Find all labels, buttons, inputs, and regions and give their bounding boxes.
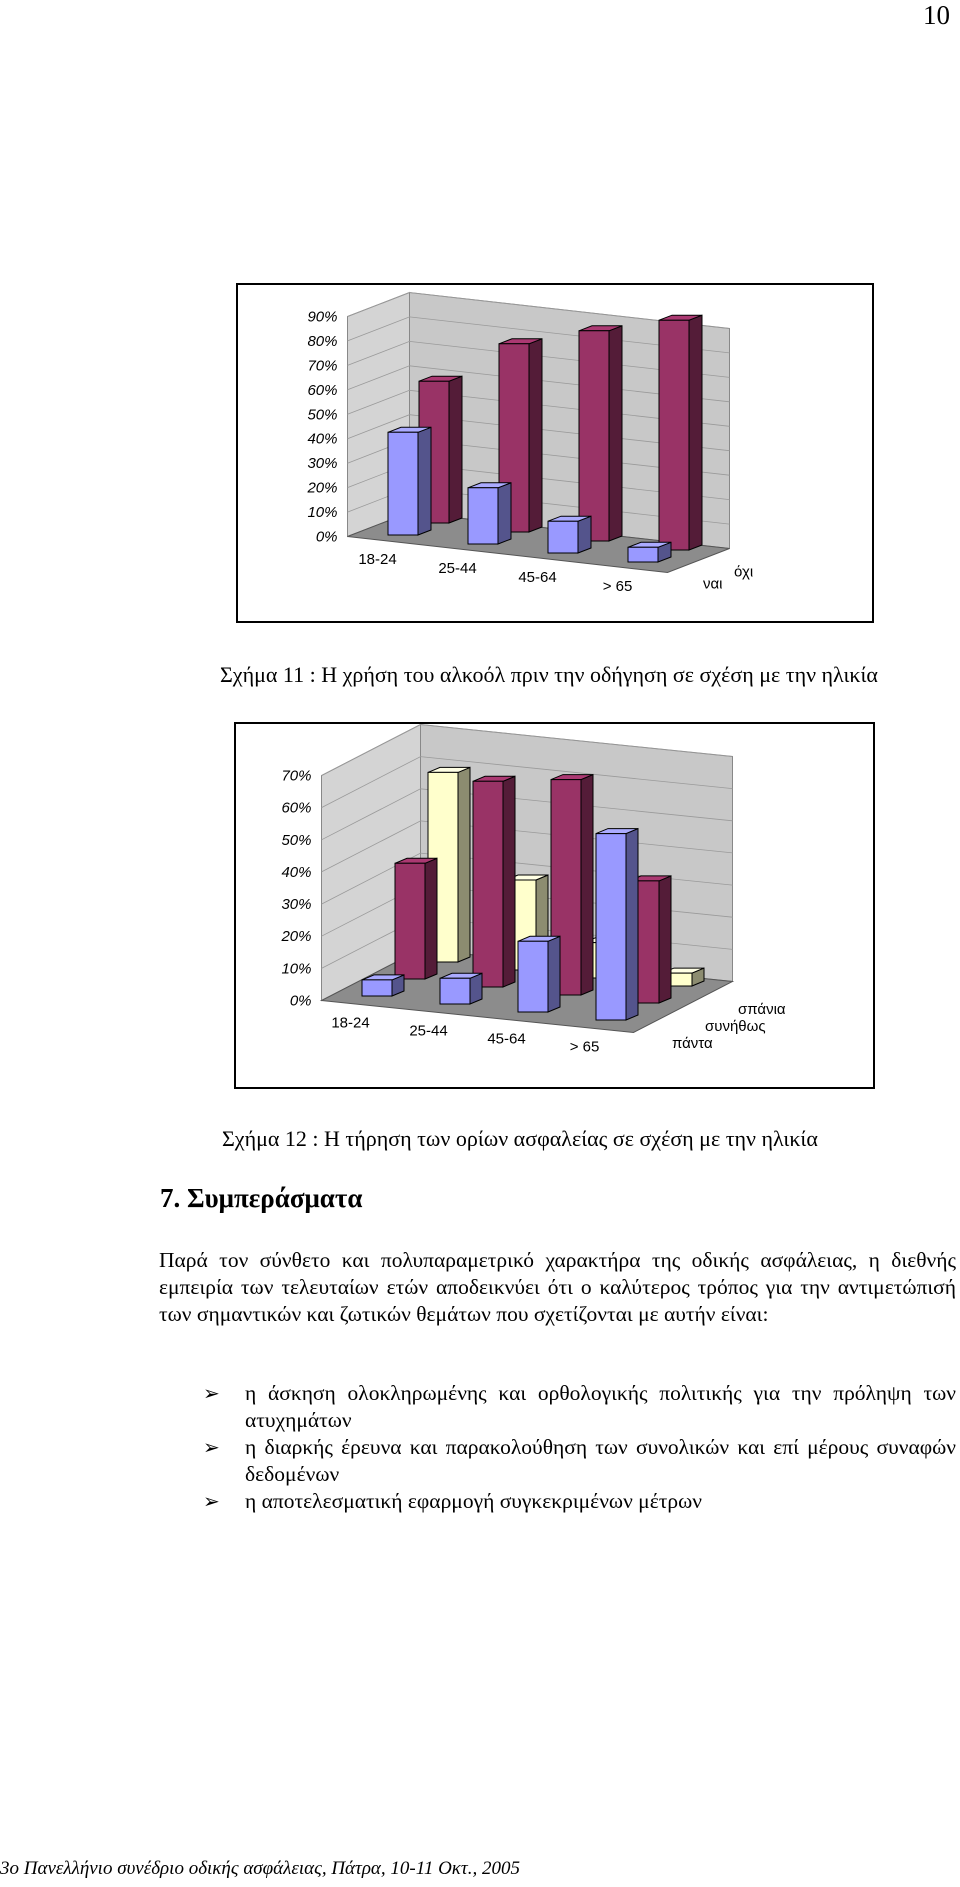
- bar-front: [548, 521, 578, 553]
- bar-side: [659, 876, 671, 1003]
- chart-safety-limits-age: [234, 722, 875, 1089]
- list-item: [159, 1380, 956, 1434]
- bar-back: [579, 326, 622, 541]
- bar-side: [418, 427, 431, 535]
- page-number: 10: [923, 0, 950, 30]
- bar-side: [609, 326, 622, 541]
- bar-side: [578, 516, 591, 553]
- y-tick-label: 70%: [307, 357, 338, 375]
- y-tick-label: 70%: [281, 767, 312, 785]
- list-item-text: η διαρκής έρευνα και παρακολούθηση των συνολικών και επί μέρους συναφών δεδομένων: [245, 1435, 956, 1486]
- bar-side: [449, 376, 462, 523]
- bar-back: [473, 776, 515, 987]
- y-tick-label: 50%: [307, 406, 338, 424]
- bar-front: [468, 488, 498, 544]
- list-item-text: η άσκηση ολοκληρωμένης και ορθολογικής πολιτικής για την πρόληψη των ατυχημάτων: [245, 1381, 956, 1432]
- series-label: ναι: [703, 575, 723, 593]
- chart-alcohol-age: [236, 283, 874, 623]
- footer: 3ο Πανελλήνιο συνέδριο οδικής ασφάλειας, Πάτρα, 10-11 Οκτ., 2005: [0, 1858, 520, 1879]
- bar-front: [596, 834, 626, 1020]
- chart-safety-limits-age-svg: [236, 724, 873, 1087]
- list-item: [159, 1488, 956, 1515]
- bar-side: [503, 776, 515, 987]
- bar-front: [659, 320, 689, 550]
- bar-front: [548, 516, 591, 553]
- y-tick-label: 10%: [281, 960, 312, 978]
- bar-back: [395, 858, 437, 979]
- bar-front: [362, 980, 392, 996]
- bar-side: [548, 936, 560, 1012]
- x-tick-label: > 65: [602, 578, 633, 595]
- bar-front: [596, 829, 638, 1020]
- figure-11-caption: Σχήμα 11 : Η χρήση του αλκοόλ πριν την οδήγηση σε σχέση με την ηλικία: [220, 662, 878, 687]
- y-tick-label: 20%: [307, 479, 338, 497]
- bar-front: [579, 331, 609, 541]
- conclusions-list: [159, 1380, 956, 1515]
- y-tick-label: 0%: [315, 528, 338, 546]
- y-tick-label: 90%: [307, 308, 338, 326]
- series-label: πάντα: [672, 1035, 713, 1052]
- y-tick-label: 10%: [307, 504, 338, 522]
- list-item-text: η αποτελεσματική εφαρμογή συγκεκριμένων μέτρων: [245, 1489, 702, 1513]
- bar-front: [395, 863, 425, 979]
- y-tick-label: 60%: [281, 799, 312, 817]
- series-label: όχι: [734, 563, 754, 581]
- x-tick-label: > 65: [569, 1038, 600, 1056]
- bar-front: [440, 973, 482, 1004]
- bar-side: [626, 829, 638, 1020]
- bar-side: [425, 858, 437, 979]
- y-tick-label: 30%: [307, 455, 338, 473]
- bar-front: [628, 547, 658, 562]
- section-heading: 7. Συμπεράσματα: [160, 1183, 363, 1213]
- chart-alcohol-age-svg: [238, 285, 872, 621]
- bar-side: [458, 767, 470, 962]
- bar-side: [529, 339, 542, 532]
- y-tick-label: 80%: [307, 332, 338, 350]
- conclusions-paragraph: Παρά τον σύνθετο και πολυπαραμετρικό χαρακτήρα της οδικής ασφάλειας, η διεθνής εμπειρία των τελευταίων ετών αποδεικνύει ότι ο καλύτερος τρόπος για την αντιμετώπισή των σημαντικών και ζωτικών θεμάτων που σχετίζονται με αυτήν είναι:: [159, 1248, 956, 1326]
- bar-front: [388, 432, 418, 535]
- bar-front: [440, 978, 470, 1004]
- bar-side: [498, 483, 511, 544]
- y-tick-label: 20%: [281, 928, 312, 946]
- x-tick-label: 45-64: [518, 569, 557, 586]
- x-tick-label: 25-44: [438, 560, 477, 577]
- x-tick-label: 25-44: [409, 1022, 448, 1040]
- arrow-bullet-icon: ➢: [203, 1489, 220, 1513]
- bar-front: [388, 427, 431, 535]
- x-tick-label: 45-64: [487, 1030, 526, 1048]
- bar-front: [628, 542, 671, 562]
- figure-12-caption: Σχήμα 12 : Η τήρηση των ορίων ασφαλείας σε σχέση με την ηλικία: [222, 1126, 818, 1151]
- series-label: σπάνια: [738, 1001, 786, 1018]
- y-tick-label: 50%: [281, 831, 312, 849]
- x-tick-label: 18-24: [358, 551, 397, 568]
- arrow-bullet-icon: ➢: [203, 1435, 220, 1459]
- y-tick-label: 40%: [307, 430, 338, 448]
- y-tick-label: 40%: [281, 863, 312, 881]
- bar-front: [473, 781, 503, 987]
- series-label: συνήθως: [705, 1018, 766, 1035]
- x-tick-label: 18-24: [331, 1014, 370, 1032]
- y-tick-label: 0%: [289, 992, 312, 1010]
- y-tick-label: 60%: [307, 381, 338, 399]
- bar-front: [468, 483, 511, 544]
- bar-front: [518, 941, 548, 1012]
- arrow-bullet-icon: ➢: [203, 1381, 220, 1405]
- bar-side: [581, 775, 593, 995]
- list-item: [159, 1434, 956, 1488]
- bar-side: [689, 315, 702, 550]
- bar-front: [362, 975, 404, 996]
- bar-front: [518, 936, 560, 1012]
- y-tick-label: 30%: [281, 896, 312, 914]
- bar-back: [659, 315, 702, 550]
